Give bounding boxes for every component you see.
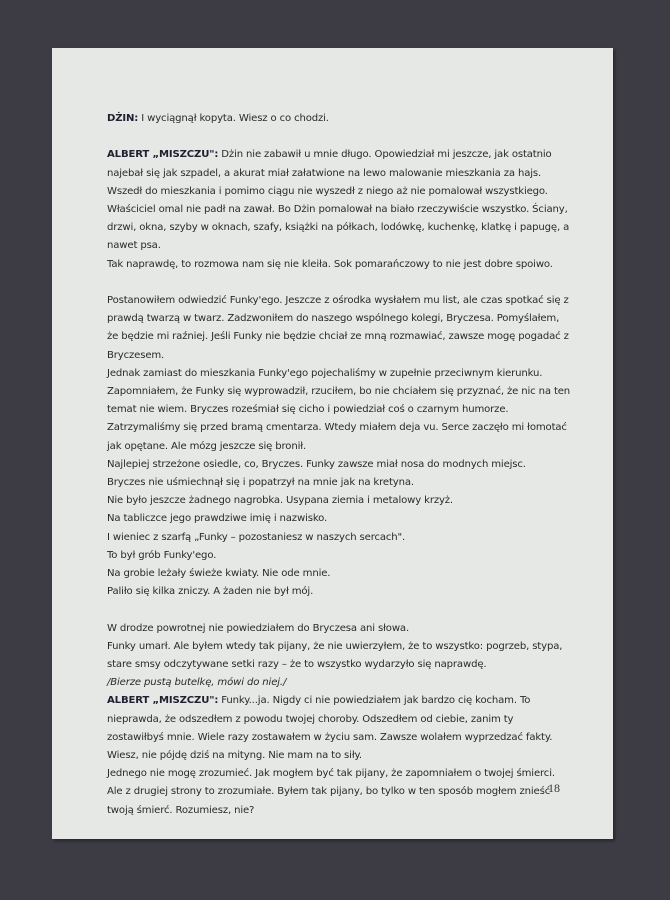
paragraph: Funky umarł. Ale byłem wtedy tak pijany, że nie uwierzyłem, że to wszystko: pogrzeb, stypa, stare smsy odczytywane setki razy – że to wszystko wydarzyło się naprawdę.: [107, 640, 563, 671]
paragraph: Jednak zamiast do mieszkania Funky'ego pojechaliśmy w zupełnie przeciwnym kierunku.: [107, 367, 543, 379]
paragraph: Tak naprawdę, to rozmowa nam się nie kleiła. Sok pomarańczowy to nie jest dobre spoiwo.: [107, 258, 553, 270]
paragraph: Ale z drugiej strony to zrozumiałe. Byłem tak pijany, bo tylko w ten sposób mogłem znieść twoją śmierć. Rozumiesz, nie?: [107, 786, 551, 816]
dialogue-text: Dżin nie zabawił u mnie długo. Opowiedział mi jeszcze, jak ostatnio najebał się jak szpadel, a akurat miał załatwione na lewo malowanie mieszkania za hajs. Wszedł do mieszkania i pomimo ciągu nie wyszedł z niego aż nie pomalował wszystkiego. Właściciel omal nie padł na zawał. Bo Dżin pomalował na biało rzeczywiście wszystko. Ściany, drzwi, okna, szyby w oknach, szafy, książki na półkach, lodówkę, kuchenkę, klatkę i papugę, a nawet psa.: [107, 149, 570, 252]
document-page: [52, 48, 613, 839]
speaker-label: ALBERT „MISZCZU":: [107, 149, 219, 161]
paragraph: Na grobie leżały świeże kwiaty. Nie ode mnie.: [107, 568, 331, 580]
stage-direction: /Bierze pustą butelkę, mówi do niej./: [107, 677, 287, 689]
speaker-label: DŻIN:: [107, 113, 139, 124]
paragraph: W drodze powrotnej nie powiedziałem do Bryczesa ani słowa.: [107, 622, 410, 634]
paragraph: Najlepiej strzeżone osiedle, co, Bryczes. Funky zawsze miał nosa do modnych miejsc.: [107, 458, 526, 470]
page-text: [107, 110, 572, 820]
dialogue-text: I wyciągnął kopyta. Wiesz o co chodzi.: [138, 113, 329, 124]
paragraph: [107, 692, 572, 747]
speaker-label: ALBERT „MISZCZU":: [107, 695, 219, 707]
paragraph: Zapomniałem, że Funky się wyprowadził, rzuciłem, bo nie chciałem się przyznać, że nic na ten temat nie wiem. Bryczes roześmiał się cicho i powiedział coś o czarnym humorze. Zatrzymaliśmy się przed bramą cmentarza. Wtedy miałem deja vu. Serce zaczęło mi łomotać jak opętane. Ale mózg jeszcze się bronił.: [107, 386, 571, 452]
paragraph: Paliło się kilka zniczy. A żaden nie był mój.: [107, 586, 314, 598]
paragraph: Nie było jeszcze żadnego nagrobka. Usypana ziemia i metalowy krzyż.: [107, 495, 453, 507]
paragraph: Bryczes nie uśmiechnął się i popatrzył na mnie jak na kretyna.: [107, 477, 414, 489]
paragraph: Postanowiłem odwiedzić Funky'ego. Jeszcze z ośrodka wysłałem mu list, ale czas spotkać się z prawdą twarzą w twarz. Zadzwoniłem do naszego wspólnego kolegi, Bryczesa. Pomyślałem, że będzie mi raźniej. Jeśli Funky nie będzie chciał ze mną rozmawiać, zawsze mogę pogadać z Bryczesem.: [107, 295, 569, 361]
paragraph: I wieniec z szarfą „Funky – pozostaniesz w naszych sercach".: [107, 531, 406, 543]
paragraph: To był grób Funky'ego.: [107, 549, 217, 561]
paragraph: Wiesz, nie pójdę dziś na mityng. Nie mam na to siły.: [107, 750, 362, 762]
page-number: 18: [548, 781, 560, 795]
paragraph: [107, 146, 572, 255]
paragraph: Na tabliczce jego prawdziwe imię i nazwisko.: [107, 513, 328, 525]
paragraph: Jednego nie mogę zrozumieć. Jak mogłem być tak pijany, że zapomniałem o twojej śmierci.: [107, 768, 555, 780]
paragraph: [107, 110, 572, 128]
dialogue-text: Funky...ja. Nigdy ci nie powiedziałem jak bardzo cię kocham. To nieprawda, że odszedłem z powodu twojej choroby. Odszedłem od ciebie, zanim ty zostawiłbyś mnie. Wiele razy zostawałem w życiu sam. Zawsze wolałem wyprzedzać fakty.: [107, 695, 553, 743]
